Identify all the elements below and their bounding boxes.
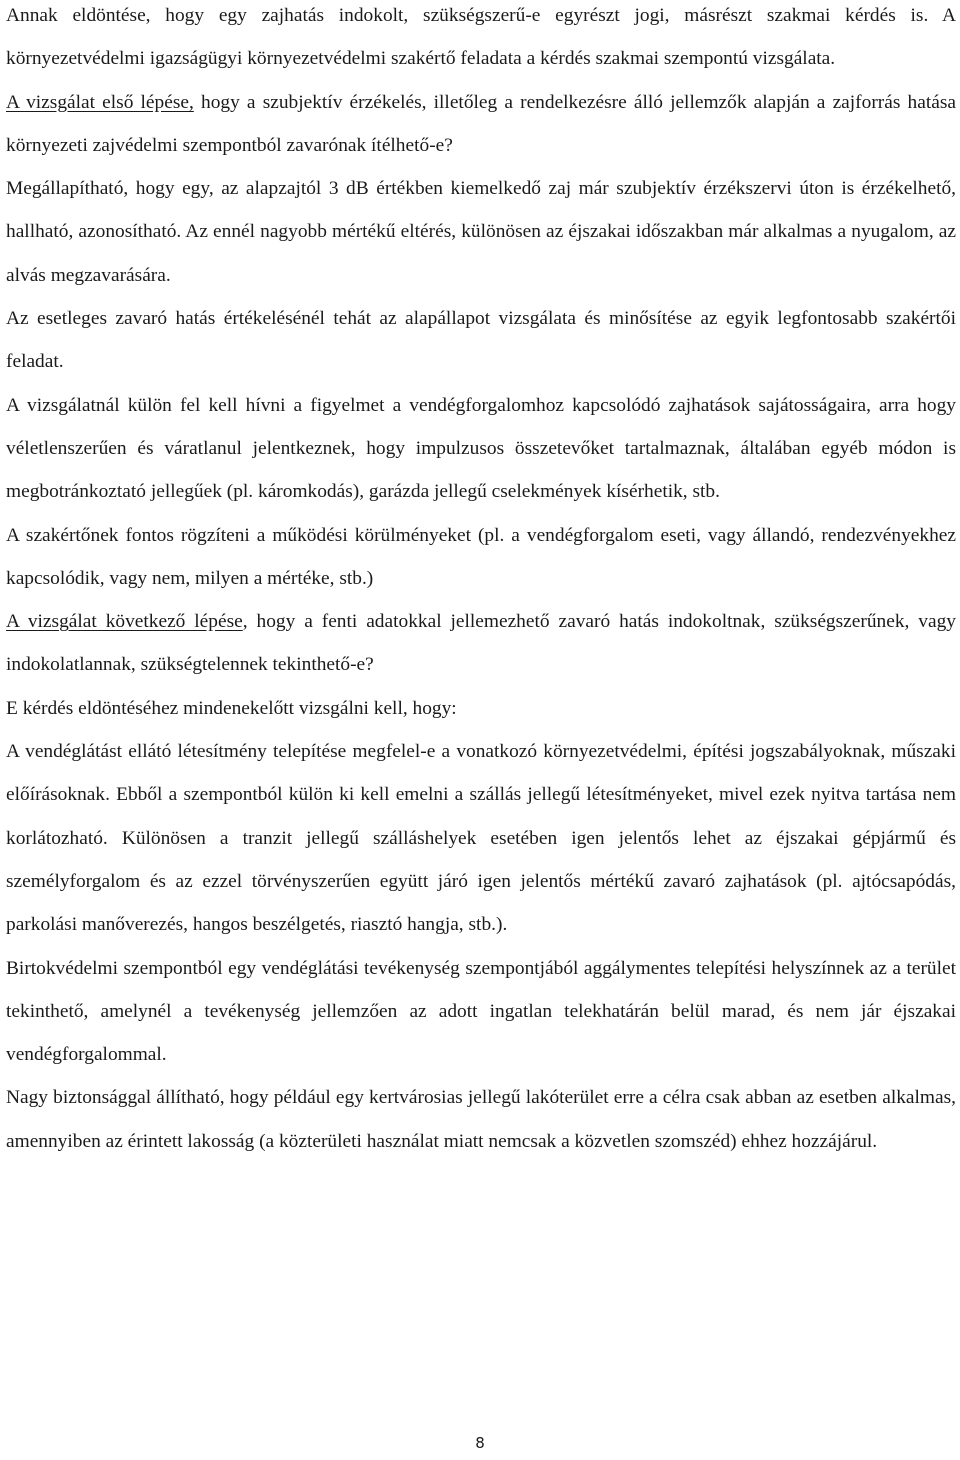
paragraph-1 bbox=[6, 0, 956, 81]
paragraph-text: hogy a szubjektív érzékelés, illetőleg a rendelkezésre álló jellemzők alapján a zajforrás hatása környezeti zajvédelmi szempontból zavarónak ítélhető-e? bbox=[6, 91, 956, 156]
paragraph-8 bbox=[6, 687, 956, 730]
paragraph-text: E kérdés eldöntéséhez mindenekelőtt vizsgálni kell, hogy: bbox=[6, 697, 457, 719]
paragraph-3 bbox=[6, 167, 956, 297]
paragraph-text: Az esetleges zavaró hatás értékelésénél tehát az alapállapot vizsgálata és minősítése az egyik legfontosabb szakértői feladat. bbox=[6, 308, 956, 373]
underlined-lead: A vizsgálat következő lépése bbox=[6, 611, 243, 633]
paragraph-text: A szakértőnek fontos rögzíteni a működési körülményeket (pl. a vendégforgalom eseti, vagy állandó, rendezvényekhez kapcsolódik, vagy nem, milyen a mértéke, stb.) bbox=[6, 524, 956, 589]
paragraph-2 bbox=[6, 81, 956, 168]
page-number: 8 bbox=[475, 1434, 485, 1452]
paragraph-text: Nagy biztonsággal állítható, hogy például egy kertvárosias jellegű lakóterület erre a célra csak abban az esetben alkalmas, amennyiben az érintett lakosság (a közterületi használat miatt nemcsak a közvetlen szomszéd) ehhez hozzájárul. bbox=[6, 1087, 956, 1152]
paragraph-10 bbox=[6, 947, 956, 1077]
paragraph-text: Annak eldöntése, hogy egy zajhatás indokolt, szükségszerű-e egyrészt jogi, másrészt szakmai kérdés is. A környezetvédelmi igazságügyi környezetvédelmi szakértő feladata a kérdés szakmai szempontú vizsgálata. bbox=[6, 5, 956, 70]
paragraph-5 bbox=[6, 384, 956, 514]
underlined-lead: A vizsgálat első lépése, bbox=[6, 91, 194, 113]
paragraph-text: A vizsgálatnál külön fel kell hívni a figyelmet a vendégforgalomhoz kapcsolódó zajhatások sajátosságaira, arra hogy véletlenszerűen és váratlanul jelentkeznek, hogy impulzusos összetevőket tartalmaznak, általában egyéb módon is megbotránkoztató jellegűek (pl. káromkodás), garázda jellegű cselekmények kísérhetik, stb. bbox=[6, 394, 956, 503]
paragraph-9 bbox=[6, 730, 956, 946]
paragraph-text: Birtokvédelmi szempontból egy vendéglátási tevékenység szempontjából aggálymentes telepítési helyszínnek az a terület tekinthető, amelynél a tevékenység jellemzően az adott ingatlan telekhatárán belül marad, és nem jár éjszakai vendégforgalommal. bbox=[6, 957, 956, 1066]
paragraph-7 bbox=[6, 600, 956, 687]
paragraph-6 bbox=[6, 514, 956, 601]
paragraph-4 bbox=[6, 297, 956, 384]
document-page bbox=[6, 0, 956, 1163]
paragraph-text: Megállapítható, hogy egy, az alapzajtól 3 dB értékben kiemelkedő zaj már szubjektív érzékszervi úton is érzékelhető, hallható, azonosítható. Az ennél nagyobb mértékű eltérés, különösen az éjszakai időszakban már alkalmas a nyugalom, az alvás megzavarására. bbox=[6, 178, 956, 286]
paragraph-text: , hogy a fenti adatokkal jellemezhető zavaró hatás indokoltnak, szükségszerűnek, vagy indokolatlannak, szükségtelennek tekinthető-e? bbox=[6, 611, 956, 676]
paragraph-text: A vendéglátást ellátó létesítmény telepítése megfelel-e a vonatkozó környezetvédelmi, építési jogszabályoknak, műszaki előírásoknak. Ebből a szempontból külön ki kell emelni a szállás jellegű létesítményeket, mivel ezek nyitva tartása nem korlátozható. Különösen a tranzit jellegű szálláshelyek esetében igen jelentős lehet az éjszakai gépjármű és személyforgalom és az ezzel törvényszerűen együtt járó igen jelentős mértékű zavaró zajhatások (pl. ajtócsapódás, parkolási manőverezés, hangos beszélgetés, riasztó hangja, stb.). bbox=[6, 741, 956, 936]
paragraph-11 bbox=[6, 1076, 956, 1163]
